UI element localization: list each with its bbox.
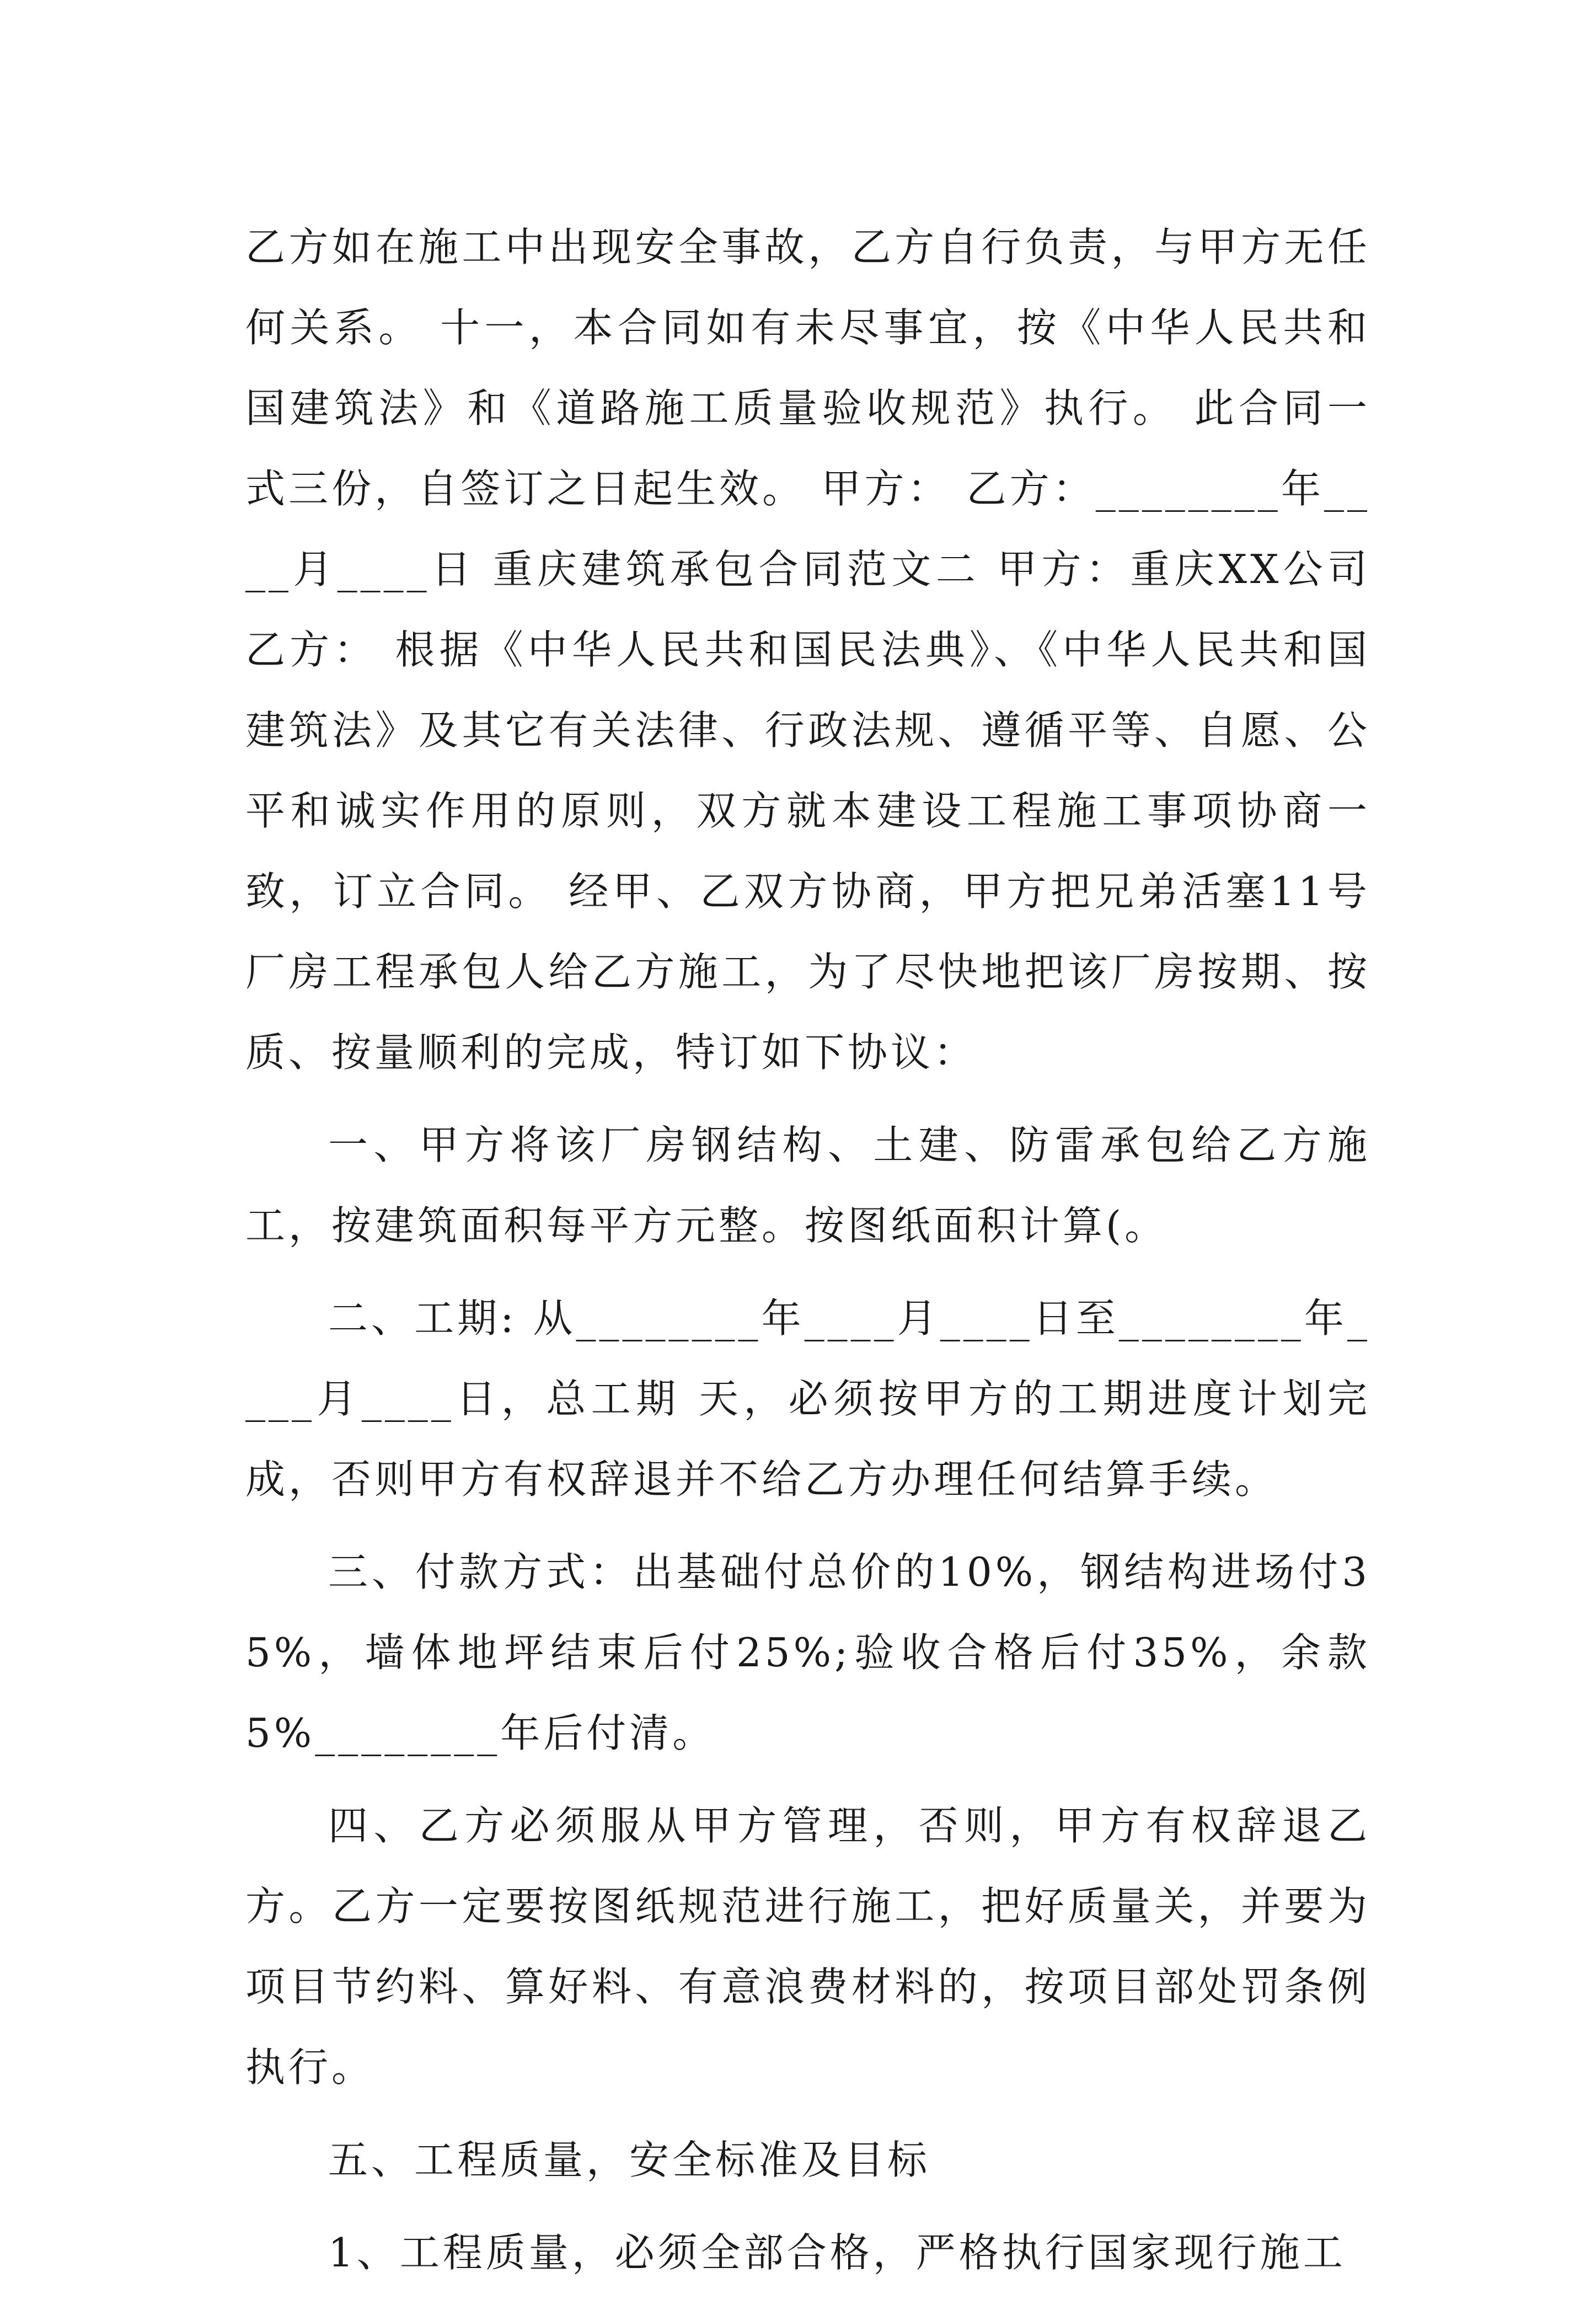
paragraph-clause-2: 二、工期: 从________年____月____日至________年____月____日，总工期 天，必须按甲方的工期进度计划完成，否则甲方有权辞退并不给乙方办理任何结算手续。 — [245, 1295, 1370, 1502]
paragraph-intro: 乙方如在施工中出现安全事故，乙方自行负责，与甲方无任何关系。 十一，本合同如有未尽事宜，按《中华人民共和国建筑法》和《道路施工质量验收规范》执行。 此合同一式三份，自签订之日起生效。 甲方： 乙方：________年____月____日 重庆建筑承包合同范文二 甲方：重庆XX公司 乙方： 根据《中华人民共和国民法典》、《中华人民共和国建筑法》及其它有关法律、行政法规、遵循平等、自愿、公平和诚实作用的原则，双方就本建设工程施工事项协商一致，订立合同。 经甲、乙双方协商，甲方把兄弟活塞11号厂房工程承包人给乙方施工，为了尽快地把该厂房按期、按质、按量顺利的完成，特订如下协议： — [245, 224, 1370, 1076]
paragraph-clause-1: 一、甲方将该厂房钢结构、土建、防雷承包给乙方施工，按建筑面积每平方元整。按图纸面积计算(。 — [245, 1122, 1370, 1249]
contract-body — [245, 207, 1370, 2305]
paragraph-clause-4: 四、乙方必须服从甲方管理，否则，甲方有权辞退乙方。乙方一定要按图纸规范进行施工，把好质量关，并要为项目节约料、算好料、有意浪费材料的，按项目部处罚条例执行。 — [245, 1803, 1370, 2090]
paragraph-clause-5-heading: 五、工程质量，安全标准及目标 — [328, 2137, 931, 2183]
paragraph-clause-5-1: 1、工程质量，必须全部合格，严格执行国家现行施工 — [328, 2229, 1346, 2276]
paragraph-clause-3: 三、付款方式：出基础付总价的10%，钢结构进场付35%，墙体地坪结束后付25%;验收合格后付35%，余款5%________年后付清。 — [245, 1549, 1370, 1756]
